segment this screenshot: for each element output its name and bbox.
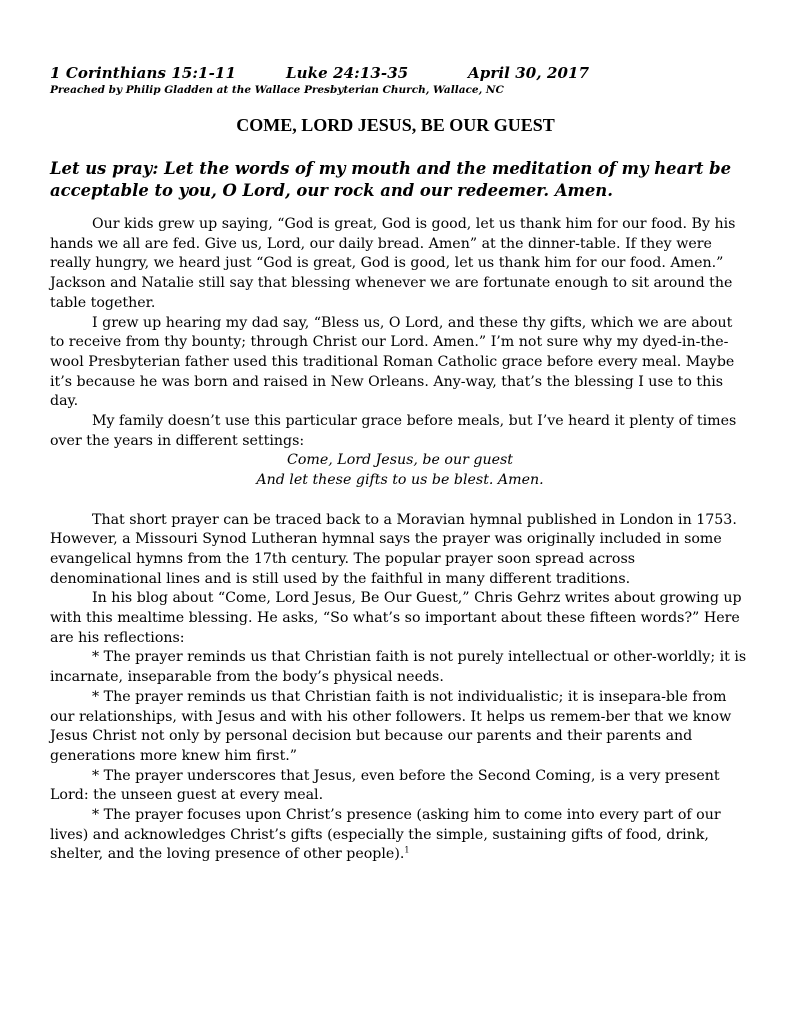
grace-line: Come, Lord Jesus, be our guest xyxy=(287,452,513,469)
paragraph: I grew up hearing my dad say, “Bless us, O Lord, and these thy gifts, which we are about to receive from thy bounty; through Christ our Lord. Amen.” I’m not sure why my dyed-in-the-wool Presbyterian father used this traditional Roman Catholic grace before every meal. Maybe it’s because he was born and raised in New Orleans. Any-way, that’s the blessing I use to this day. xyxy=(50,314,735,410)
reflection-item: * The prayer underscores that Jesus, even before the Second Coming, is a very present Lord: the unseen guest at every meal. xyxy=(50,767,720,804)
paragraph-spacer xyxy=(50,491,750,511)
sermon-title: COME, LORD JESUS, BE OUR GUEST xyxy=(236,115,555,135)
preacher-byline: Preached by Philip Gladden at the Wallace Presbyterian Church, Wallace, NC xyxy=(50,84,504,96)
paragraph: My family doesn’t use this particular grace before meals, but I’ve heard it plenty of times over the years in different settings: xyxy=(50,413,737,449)
reflection-item xyxy=(50,806,750,865)
paragraph: Our kids grew up saying, “God is great, God is good, let us thank him for our food. By his hands we all are fed. Give us, Lord, our daily bread. Amen” at the dinner-table. If they were really hungry, we heard just “God is great, God is good, let us thank him for our food. Amen.” Jackson and Natalie still say that blessing whenever we are fortunate enough to sit around the table together. xyxy=(50,216,736,311)
grace-line: And let these gifts to us be blest. Amen. xyxy=(256,472,544,489)
table-grace-verse xyxy=(50,451,750,490)
footnote-marker: 1 xyxy=(404,845,410,855)
scripture-header xyxy=(50,64,589,82)
opening-prayer: Let us pray: Let the words of my mouth and the meditation of my heart be acceptable to you, O Lord, our rock and our redeemer. Amen. xyxy=(50,159,732,200)
paragraph: That short prayer can be traced back to a Moravian hymnal published in London in 1753. However, a Missouri Synod Lutheran hymnal says the prayer was originally included in some evangelical hymns from the 17th century. The popular prayer soon spread across denominational lines and is still used by the faithful in many different traditions. xyxy=(50,511,737,587)
scripture-reference-1: 1 Corinthians 15:1-11 xyxy=(50,64,236,82)
scripture-reference-2: Luke 24:13-35 xyxy=(286,64,409,82)
paragraph: In his blog about “Come, Lord Jesus, Be Our Guest,” Chris Gehrz writes about growing up with this mealtime blessing. He asks, “So what’s so important about these fifteen words?” Here are his reflections: xyxy=(50,590,742,646)
reflection-text: * The prayer focuses upon Christ’s presence (asking him to come into every part of our lives) and acknowledges Christ’s gifts (especially the simple, sustaining gifts of food, drink, shelter, and the loving presence of other people). xyxy=(50,807,721,863)
sermon-date: April 30, 2017 xyxy=(468,64,590,82)
sermon-body xyxy=(50,215,750,865)
reflection-item: * The prayer reminds us that Christian faith is not individualistic; it is insepara-ble from our relationships, with Jesus and with his other followers. It helps us remem-ber that we know Jesus Christ not only by personal decision but because our parents and their parents and generations more knew him first.” xyxy=(50,688,732,764)
reflection-item: * The prayer reminds us that Christian faith is not purely intellectual or other-worldly; it is incarnate, inseparable from the body’s physical needs. xyxy=(50,649,747,686)
